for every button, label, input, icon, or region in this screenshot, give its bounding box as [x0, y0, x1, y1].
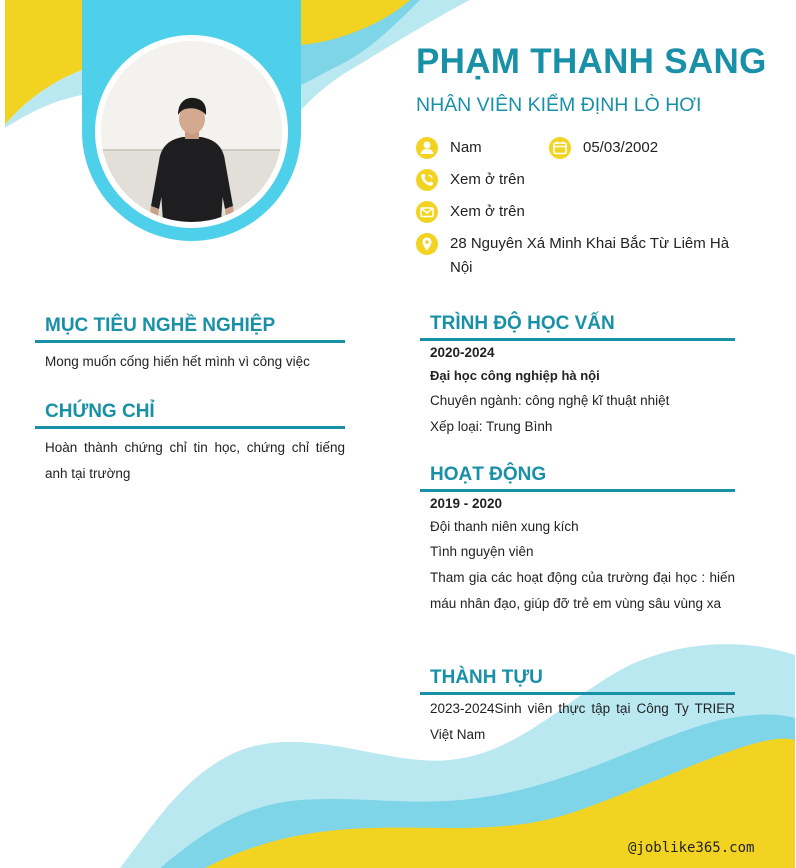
achievements-text: 2023-2024Sinh viên thực tập tại Công Ty TRIER Việt Nam — [430, 701, 735, 742]
education-grade: Xếp loại: Trung Bình — [430, 419, 553, 434]
activities-org: Đội thanh niên xung kích — [430, 519, 579, 534]
objective-heading: MỤC TIÊU NGHỀ NGHIỆP — [45, 315, 276, 336]
education-heading: TRÌNH ĐỘ HỌC VẤN — [430, 313, 615, 334]
phone-icon — [416, 169, 438, 191]
activities-role: Tình nguyện viên — [430, 544, 534, 559]
watermark-link[interactable]: @joblike365.com — [628, 840, 755, 856]
address-value: 28 Nguyên Xá Minh Khai Bắc Từ Liêm Hà Nội — [450, 235, 730, 276]
job-title: NHÂN VIÊN KIỂM ĐỊNH LÒ HƠI — [416, 94, 702, 116]
education-major: Chuyên ngành: công nghệ kĩ thuật nhiệt — [430, 393, 670, 408]
achievements-heading: THÀNH TỰU — [430, 667, 543, 688]
email-value: Xem ở trên — [450, 203, 525, 220]
activities-period: 2019 - 2020 — [430, 496, 503, 511]
certificates-text: Hoàn thành chứng chỉ tin học, chứng chỉ tiếng anh tại trường — [45, 440, 345, 481]
phone-value: Xem ở trên — [450, 171, 525, 188]
education-period: 2020-2024 — [430, 345, 495, 360]
full-name: PHẠM THANH SANG — [416, 42, 767, 81]
objective-divider — [35, 340, 345, 343]
education-school: Đại học công nghiệp hà nội — [430, 368, 600, 383]
gender-value: Nam — [450, 139, 482, 156]
activities-heading: HOẠT ĐỘNG — [430, 464, 547, 485]
calendar-icon — [549, 137, 571, 159]
certificates-heading: CHỨNG CHỈ — [45, 401, 155, 422]
mail-icon — [416, 201, 438, 223]
person-icon — [416, 137, 438, 159]
location-pin-icon — [416, 233, 438, 255]
avatar-photo — [101, 41, 282, 222]
objective-text: Mong muốn cống hiến hết mình vì công việc — [45, 354, 310, 369]
activities-description: Tham gia các hoạt động của trường đại học : hiến máu nhân đạo, giúp đỡ trẻ em vùng sâu vùng xa — [430, 570, 735, 611]
birthday-value: 05/03/2002 — [583, 139, 659, 156]
achievements-divider — [420, 692, 735, 695]
certificates-divider — [35, 426, 345, 429]
